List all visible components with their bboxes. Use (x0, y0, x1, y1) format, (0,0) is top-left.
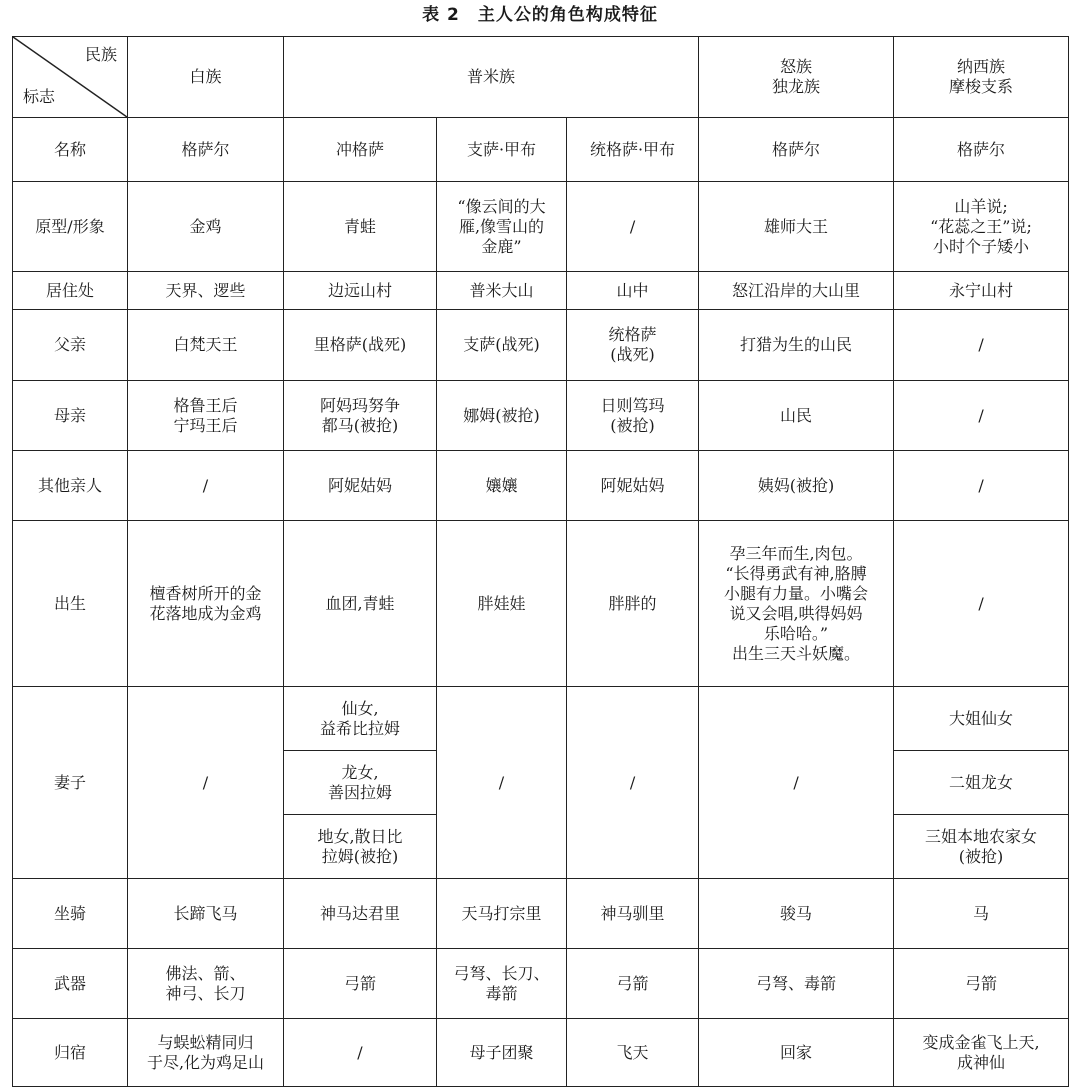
table-cell: 山民 (699, 381, 894, 451)
table-cell: 马 (894, 879, 1069, 949)
table-cell: 长蹄飞马 (128, 879, 284, 949)
table-cell: / (699, 687, 894, 879)
table-caption (0, 0, 1080, 32)
table-cell: 山羊说; “花蕊之王”说; 小时个子矮小 (894, 182, 1069, 272)
header-nu: 怒族 独龙族 (699, 37, 894, 118)
table-cell: 阿妮姑妈 (284, 451, 437, 521)
table-cell: 白梵天王 (128, 310, 284, 381)
table-cell: 孃孃 (437, 451, 567, 521)
header-pumi: 普米族 (284, 37, 699, 118)
table-cell: / (894, 381, 1069, 451)
table-cell: 山中 (567, 272, 699, 310)
hero-character-table (12, 36, 1069, 1087)
row-fate (13, 1019, 1069, 1087)
table-cell: 大姐仙女 (894, 687, 1069, 751)
table-cell: 飞天 (567, 1019, 699, 1087)
table-cell: 孕三年而生,肉包。 “长得勇武有神,胳膊 小腿有力量。小嘴会 说又会唱,哄得妈妈 乐哈哈。” 出生三天斗妖魔。 (699, 521, 894, 687)
row-label: 坐骑 (13, 879, 128, 949)
table-cell: 格萨尔 (894, 118, 1069, 182)
row-mount (13, 879, 1069, 949)
row-residence (13, 272, 1069, 310)
table-cell: 佛法、箭、 神弓、长刀 (128, 949, 284, 1019)
table-title: 主人公的角色构成特征 (477, 5, 658, 25)
header-row (13, 37, 1069, 118)
table-cell: / (437, 687, 567, 879)
row-label: 归宿 (13, 1019, 128, 1087)
table-cell: 阿妈玛努争 都马(被抢) (284, 381, 437, 451)
row-label: 出生 (13, 521, 128, 687)
row-weapon (13, 949, 1069, 1019)
row-label: 原型/形象 (13, 182, 128, 272)
table-cell: 神马驯里 (567, 879, 699, 949)
row-mother (13, 381, 1069, 451)
table-cell: 母子团聚 (437, 1019, 567, 1087)
table-cell: / (894, 451, 1069, 521)
table-cell: 变成金雀飞上天, 成神仙 (894, 1019, 1069, 1087)
table-cell: / (284, 1019, 437, 1087)
table-cell: 胖胖的 (567, 521, 699, 687)
table-cell: “像云间的大 雁,像雪山的 金鹿” (437, 182, 567, 272)
table-cell: / (567, 182, 699, 272)
table-cell: 回家 (699, 1019, 894, 1087)
table-cell: / (128, 451, 284, 521)
row-label: 父亲 (13, 310, 128, 381)
table-cell: 怒江沿岸的大山里 (699, 272, 894, 310)
row-prototype (13, 182, 1069, 272)
row-name (13, 118, 1069, 182)
table-cell: 地女,散日比 拉姆(被抢) (284, 815, 437, 879)
table-cell: 打猎为生的山民 (699, 310, 894, 381)
row-label: 武器 (13, 949, 128, 1019)
table-cell: 支萨·甲布 (437, 118, 567, 182)
table-cell: 统格萨 (战死) (567, 310, 699, 381)
diagonal-corner-cell (13, 37, 128, 118)
table-cell: 仙女, 益希比拉姆 (284, 687, 437, 751)
table-cell: 与蜈蚣精同归 于尽,化为鸡足山 (128, 1019, 284, 1087)
row-label: 其他亲人 (13, 451, 128, 521)
table-cell: 弓箭 (567, 949, 699, 1019)
table-cell: 天界、逻些 (128, 272, 284, 310)
table-cell: 里格萨(战死) (284, 310, 437, 381)
table-cell: 二姐龙女 (894, 751, 1069, 815)
table-cell: 永宁山村 (894, 272, 1069, 310)
table-cell: 龙女, 善因拉姆 (284, 751, 437, 815)
table-cell: 边远山村 (284, 272, 437, 310)
table-cell: 三姐本地农家女 (被抢) (894, 815, 1069, 879)
row-label: 母亲 (13, 381, 128, 451)
table-number: 表 2 (422, 5, 460, 25)
table-cell: 统格萨·甲布 (567, 118, 699, 182)
table-cell: / (567, 687, 699, 879)
table-cell: 天马打宗里 (437, 879, 567, 949)
header-naxi: 纳西族 摩梭支系 (894, 37, 1069, 118)
table-cell: 青蛙 (284, 182, 437, 272)
table-cell: 格鲁王后 宁玛王后 (128, 381, 284, 451)
table-cell: / (894, 521, 1069, 687)
table-cell: 支萨(战死) (437, 310, 567, 381)
table-cell: 檀香树所开的金 花落地成为金鸡 (128, 521, 284, 687)
table-cell: 弓箭 (284, 949, 437, 1019)
table-cell: 姨妈(被抢) (699, 451, 894, 521)
table-cell: 骏马 (699, 879, 894, 949)
table-cell: 弓弩、毒箭 (699, 949, 894, 1019)
row-wife (13, 687, 1069, 751)
table-cell: 普米大山 (437, 272, 567, 310)
table-cell: 雄师大王 (699, 182, 894, 272)
table-cell: 弓弩、长刀、 毒箭 (437, 949, 567, 1019)
row-birth (13, 521, 1069, 687)
attribute-header: 标志 (23, 87, 56, 106)
table-cell: 血团,青蛙 (284, 521, 437, 687)
table-cell: 弓箭 (894, 949, 1069, 1019)
table-cell: 娜姆(被抢) (437, 381, 567, 451)
ethnic-group-header: 民族 (84, 45, 117, 64)
header-bai: 白族 (128, 37, 284, 118)
table-cell: 格萨尔 (699, 118, 894, 182)
row-label: 名称 (13, 118, 128, 182)
table-cell: 神马达君里 (284, 879, 437, 949)
table-cell: / (128, 687, 284, 879)
row-label: 妻子 (13, 687, 128, 879)
row-father (13, 310, 1069, 381)
row-relatives (13, 451, 1069, 521)
table-cell: 日则笃玛 (被抢) (567, 381, 699, 451)
row-label: 居住处 (13, 272, 128, 310)
table-cell: / (894, 310, 1069, 381)
table-cell: 胖娃娃 (437, 521, 567, 687)
table-cell: 金鸡 (128, 182, 284, 272)
table-cell: 格萨尔 (128, 118, 284, 182)
table-cell: 冲格萨 (284, 118, 437, 182)
table-cell: 阿妮姑妈 (567, 451, 699, 521)
